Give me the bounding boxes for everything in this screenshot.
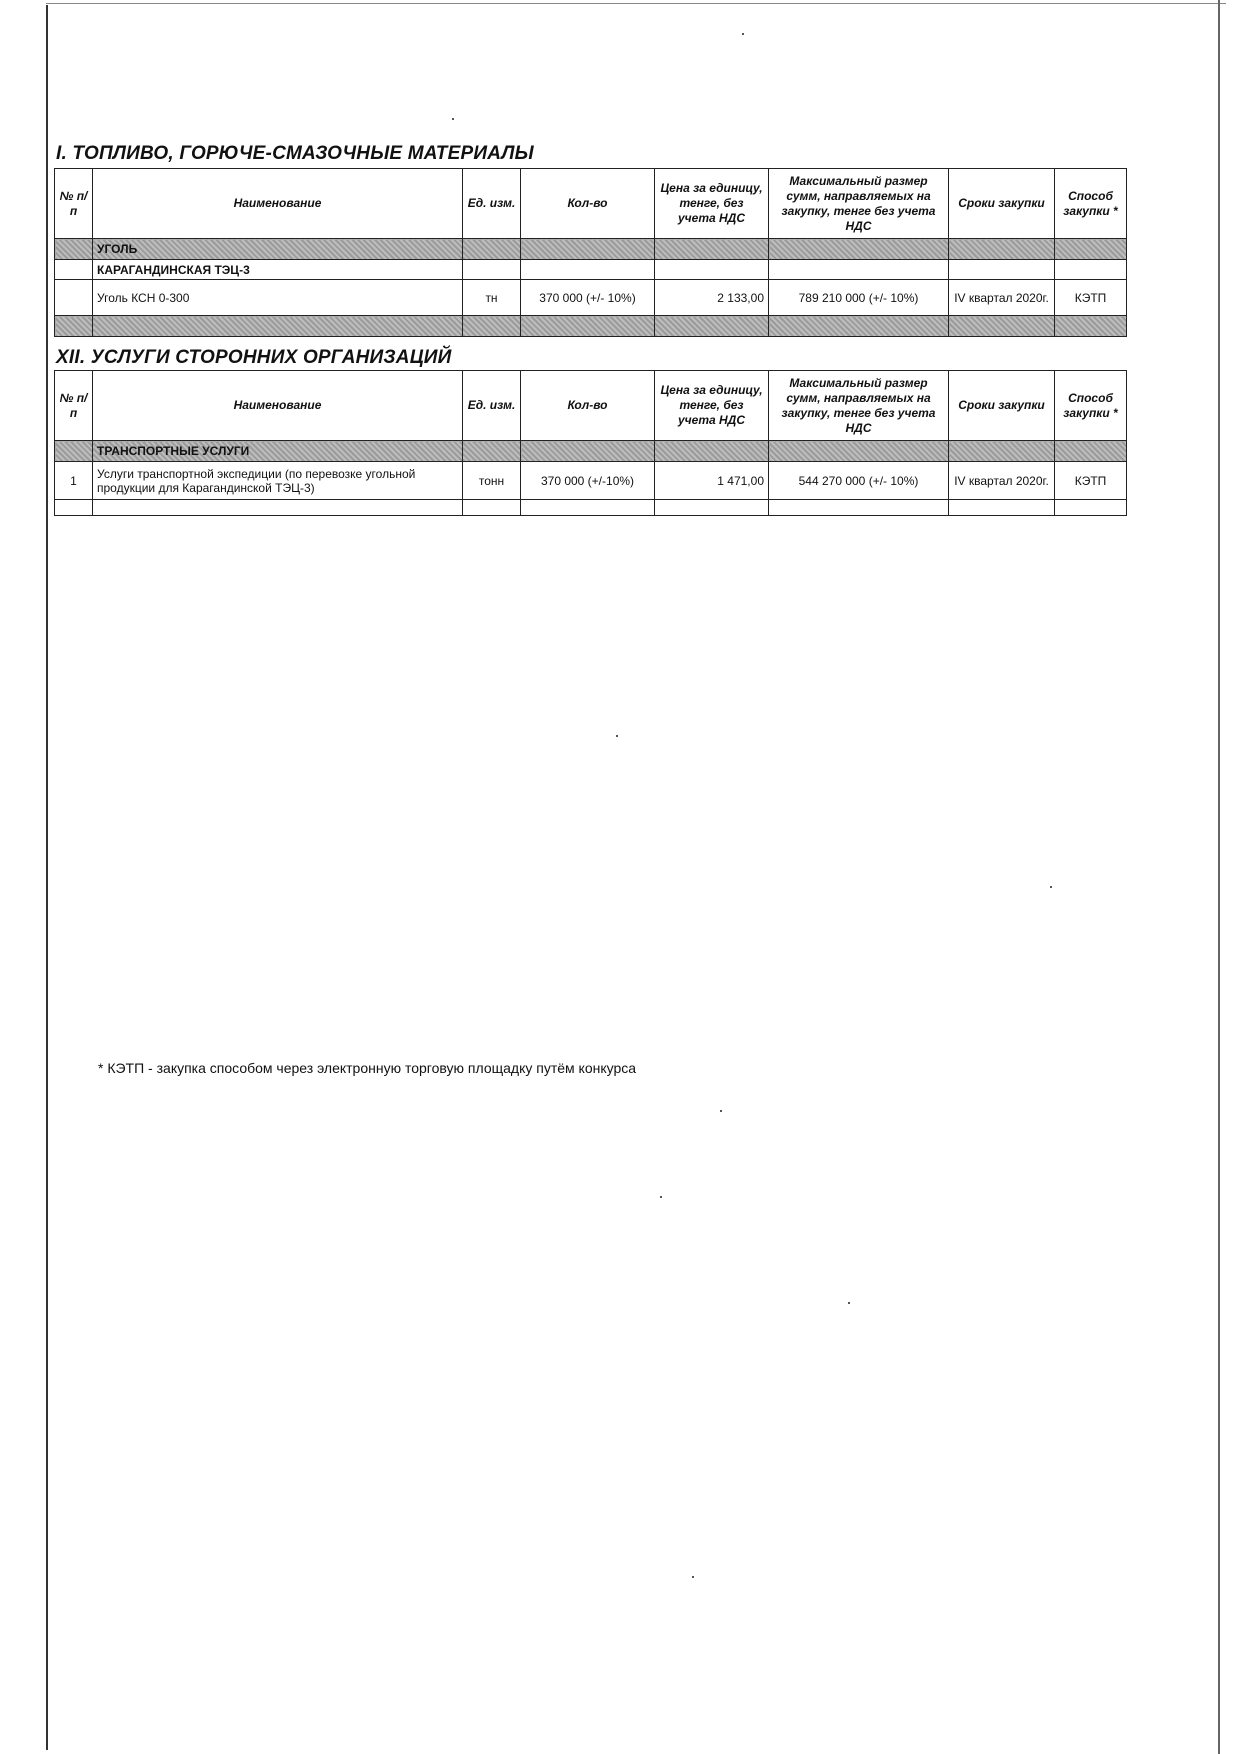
footnote: * КЭТП - закупка способом через электронную торговую площадку путём конкурса	[98, 1060, 637, 1076]
empty-row	[55, 500, 1127, 516]
scan-edge-top	[46, 3, 1226, 4]
cell-num	[55, 280, 93, 316]
header-max-sum: Максимальный размер сумм, направляемых на закупку, тенге без учета НДС	[769, 169, 949, 239]
cell-terms: IV квартал 2020г.	[949, 462, 1055, 500]
header-price: Цена за единицу, тенге, без учета НДС	[655, 169, 769, 239]
cell-method: КЭТП	[1055, 280, 1127, 316]
header-terms: Сроки закупки	[949, 371, 1055, 441]
header-qty: Кол-во	[521, 169, 655, 239]
header-name: Наименование	[93, 169, 463, 239]
cell-num: 1	[55, 462, 93, 500]
scan-speck	[848, 1302, 850, 1304]
section1-header-row	[55, 169, 1127, 239]
header-name: Наименование	[93, 371, 463, 441]
section2-header-row	[55, 371, 1127, 441]
section1-title: I. ТОПЛИВО, ГОРЮЧЕ-СМАЗОЧНЫЕ МАТЕРИАЛЫ	[56, 143, 534, 164]
cell-method: КЭТП	[1055, 462, 1127, 500]
cell-qty: 370 000 (+/- 10%)	[521, 280, 655, 316]
scan-speck	[660, 1196, 662, 1198]
header-price: Цена за единицу, тенге, без учета НДС	[655, 371, 769, 441]
cell-price: 2 133,00	[655, 280, 769, 316]
cell-unit: тн	[463, 280, 521, 316]
scan-speck	[720, 1110, 722, 1112]
table-row	[55, 280, 1127, 316]
header-num: № п/п	[55, 169, 93, 239]
cell-price: 1 471,00	[655, 462, 769, 500]
scan-speck	[616, 735, 618, 737]
group-label: УГОЛЬ	[93, 239, 463, 260]
header-method: Способ закупки *	[1055, 169, 1127, 239]
cell-name: Услуги транспортной экспедиции (по перевозке угольной продукции для Карагандинской ТЭЦ-3)	[93, 462, 463, 500]
group-row	[55, 239, 1127, 260]
section1-table	[54, 168, 1127, 337]
header-num: № п/п	[55, 371, 93, 441]
subgroup-label: КАРАГАНДИНСКАЯ ТЭЦ-3	[93, 260, 463, 280]
group-label: ТРАНСПОРТНЫЕ УСЛУГИ	[93, 441, 463, 462]
scan-speck	[452, 118, 454, 120]
scan-speck	[1050, 886, 1052, 888]
section2-table	[54, 370, 1127, 516]
header-unit: Ед. изм.	[463, 169, 521, 239]
scan-speck	[692, 1576, 694, 1578]
header-method: Способ закупки *	[1055, 371, 1127, 441]
scan-speck	[742, 33, 744, 35]
table-row	[55, 462, 1127, 500]
cell-max-sum: 544 270 000 (+/- 10%)	[769, 462, 949, 500]
cell-terms: IV квартал 2020г.	[949, 280, 1055, 316]
cell-qty: 370 000 (+/-10%)	[521, 462, 655, 500]
header-qty: Кол-во	[521, 371, 655, 441]
header-max-sum: Максимальный размер сумм, направляемых на закупку, тенге без учета НДС	[769, 371, 949, 441]
scan-edge-right	[1218, 0, 1220, 1754]
cell-max-sum: 789 210 000 (+/- 10%)	[769, 280, 949, 316]
scan-edge-left	[46, 5, 48, 1750]
cell-unit: тонн	[463, 462, 521, 500]
shaded-separator-row	[55, 316, 1127, 337]
subgroup-row	[55, 260, 1127, 280]
header-unit: Ед. изм.	[463, 371, 521, 441]
cell-name: Уголь КСН 0-300	[93, 280, 463, 316]
section2-title: XII. УСЛУГИ СТОРОННИХ ОРГАНИЗАЦИЙ	[56, 347, 452, 368]
header-terms: Сроки закупки	[949, 169, 1055, 239]
group-row	[55, 441, 1127, 462]
